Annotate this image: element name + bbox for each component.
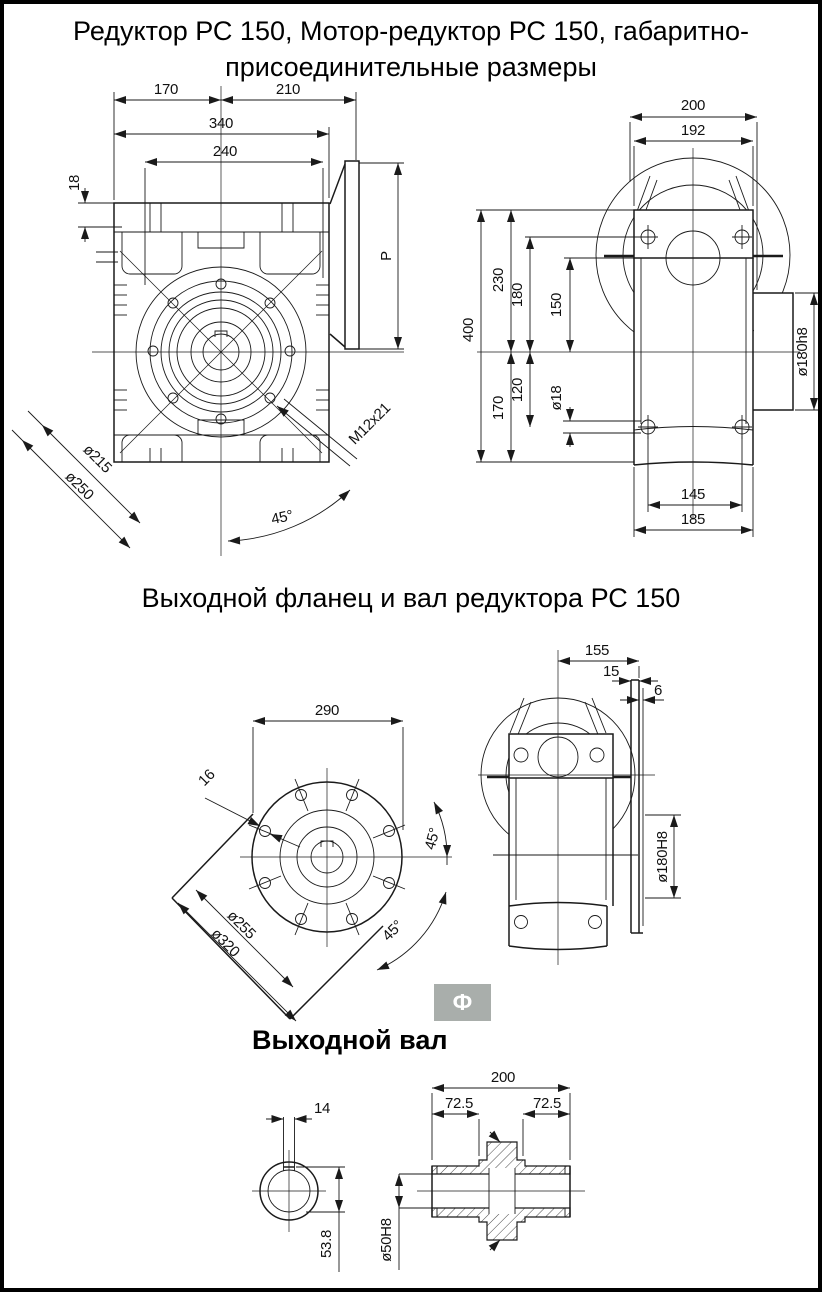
output-flange-side-view: [478, 642, 681, 965]
dim-72-5-left: 72.5: [445, 1095, 473, 1112]
dim-15: 15: [602, 663, 620, 680]
main-title-line2: присоединительные размеры: [225, 52, 597, 82]
main-title: [0, 13, 822, 85]
dim-180: 180: [509, 282, 526, 308]
dim-18: 18: [66, 174, 83, 192]
dim-210: 210: [275, 81, 301, 98]
dim-72-5-right: 72.5: [533, 1095, 561, 1112]
thread-label: M12x21: [345, 399, 395, 449]
dia-50H8: ø50H8: [378, 1218, 395, 1262]
dia-180h8: ø180h8: [794, 327, 811, 377]
dim-200-shaft: 200: [490, 1069, 516, 1086]
dim-290: 290: [314, 702, 340, 719]
dim-170: 170: [153, 81, 179, 98]
dim-14: 14: [313, 1100, 331, 1117]
dim-6: 6: [653, 682, 663, 699]
dim-400: 400: [460, 317, 477, 343]
dim-192: 192: [680, 122, 706, 139]
shaft-section-title: Выходной вал: [252, 1025, 448, 1055]
dia-255: ø255: [223, 907, 259, 943]
dim-240: 240: [212, 143, 238, 160]
phi-badge: Ф: [434, 984, 491, 1021]
dim-150: 150: [548, 292, 565, 318]
dim-p: P: [378, 251, 395, 261]
angle-45-lower: 45°: [379, 917, 407, 945]
angle-45-upper: 45°: [421, 826, 444, 852]
dim-200: 200: [680, 97, 706, 114]
dim-340: 340: [208, 115, 234, 132]
dim-120: 120: [509, 377, 526, 403]
dia-250: ø250: [61, 468, 97, 504]
dim-145: 145: [680, 486, 706, 503]
gearbox-side-view: [460, 97, 821, 537]
dim-185: 185: [680, 511, 706, 528]
flange-section-title: Выходной фланец и вал редуктора РС 150: [141, 583, 681, 613]
dim-53-8: 53.8: [318, 1230, 335, 1258]
gearbox-front-view: [12, 81, 404, 556]
dia-320: ø320: [207, 925, 243, 961]
dim-170-side: 170: [490, 395, 507, 421]
shaft-section-view: [378, 1069, 585, 1270]
dia-180H8: ø180H8: [654, 831, 671, 883]
output-flange-front-view: [172, 702, 452, 1021]
main-title-line1: Редуктор РС 150, Мотор-редуктор РС 150, габаритно-: [73, 16, 749, 46]
dim-230: 230: [490, 267, 507, 293]
dia-215: ø215: [79, 441, 115, 477]
dim-155: 155: [584, 642, 610, 659]
dim-16: 16: [195, 766, 219, 790]
shaft-end-view: [252, 1100, 345, 1272]
dia-18: ø18: [548, 385, 565, 411]
angle-45: 45°: [269, 507, 295, 529]
